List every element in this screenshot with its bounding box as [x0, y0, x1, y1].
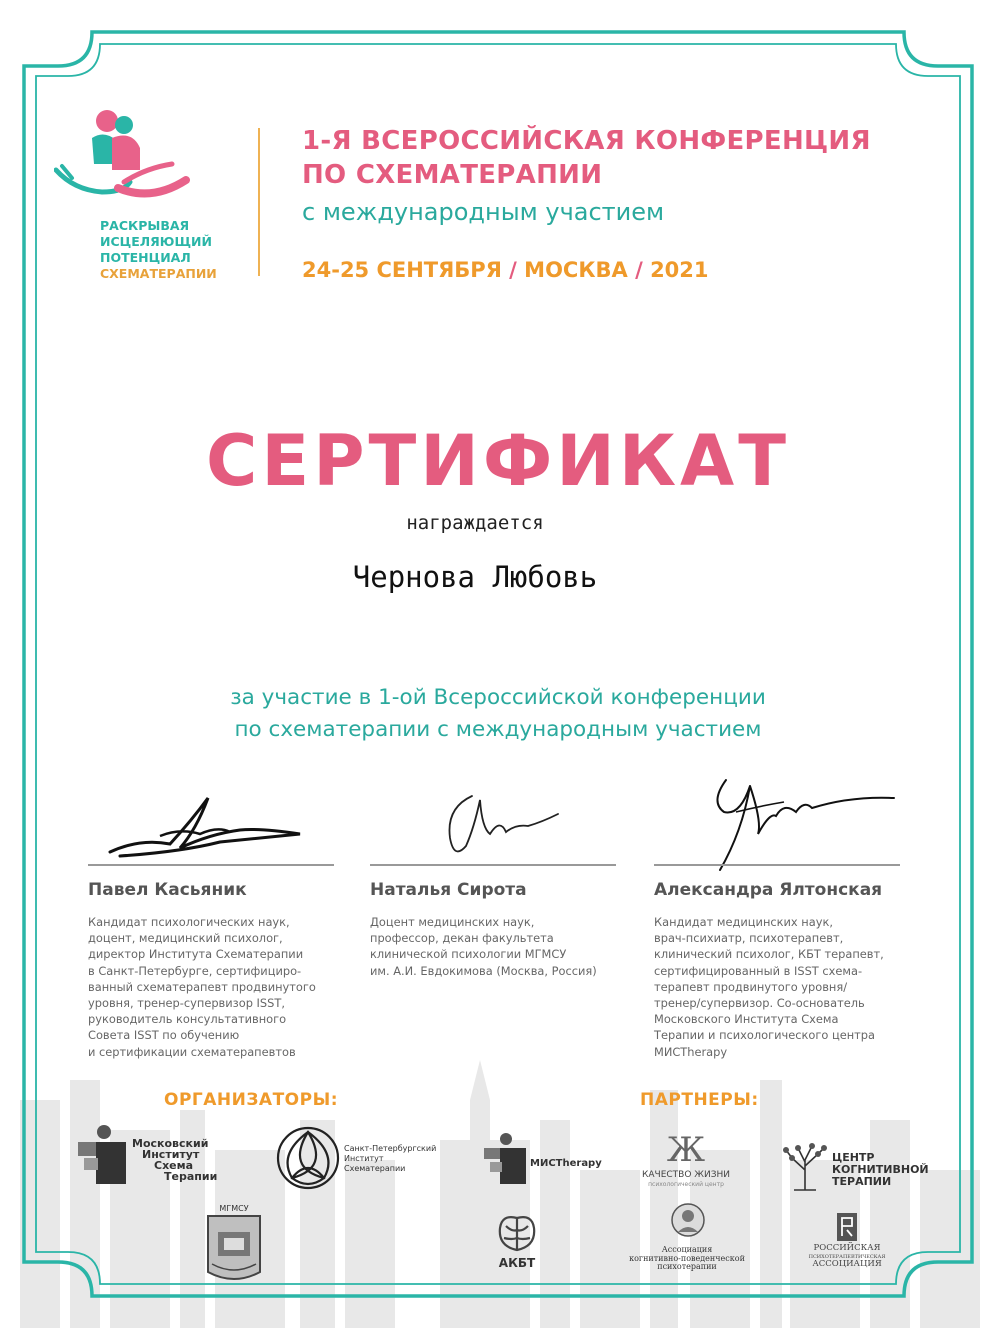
logo-text-line: Санкт-Петербургский: [344, 1144, 437, 1153]
signatory-description: [654, 914, 884, 1060]
signatory-description: [370, 914, 597, 979]
logo-text-line: АССОЦИАЦИЯ: [812, 1258, 882, 1269]
logo-text-line: Схема: [154, 1159, 194, 1172]
portrait-logo-icon: [670, 1202, 706, 1244]
desc-line: врач-психиатр, психотерапевт,: [654, 931, 844, 946]
signatory-name: Александра Ялтонская: [654, 880, 883, 900]
misht-logo-icon: [74, 1124, 130, 1186]
desc-line: им. А.И. Евдокимова (Москва, Россия): [370, 963, 597, 978]
desc-line: МИСTherapy: [654, 1044, 728, 1059]
logo-text-line: ПСИХОТЕРАПЕВТИЧЕСКАЯ: [808, 1253, 886, 1260]
desc-line: Доцент медицинских наук,: [370, 915, 535, 929]
desc-line: Московского Института Схема: [654, 1012, 839, 1027]
certificate-title: СЕРТИФИКАТ: [206, 420, 790, 502]
conference-city: МОСКВА: [524, 258, 628, 282]
assoc-logo-text: [620, 1246, 754, 1272]
desc-line: Кандидат психологических наук,: [88, 915, 290, 929]
awarded-label: награждается: [406, 512, 544, 534]
date-separator: /: [501, 258, 525, 282]
logo-text-line: ЦЕНТР: [832, 1151, 875, 1164]
signatory-name: Наталья Сирота: [370, 880, 527, 900]
desc-line: тренер/супервизор. Со-основатель: [654, 996, 865, 1011]
quality-logo-text: КАЧЕСТВО ЖИЗНИ: [641, 1170, 730, 1180]
mgmsu-label: МГМСУ: [219, 1204, 249, 1213]
logo-text-line: Схематерапии: [344, 1164, 406, 1173]
conference-year: 2021: [650, 258, 709, 282]
signature-sirota: [436, 788, 566, 866]
signatory-name: Павел Касьяник: [88, 880, 247, 900]
mist-logo-text: МИСТherapy: [530, 1158, 602, 1169]
rpa-logo-icon: [836, 1212, 858, 1242]
rpa-logo-text: [798, 1244, 896, 1269]
desc-line: терапевт продвинутого уровня/: [654, 979, 848, 994]
signature-yaltonskaya: [700, 772, 900, 872]
signature-line: [370, 864, 616, 866]
desc-line: в Санкт-Петербурге, сертифициро-: [88, 963, 302, 978]
triquetra-logo-icon: [272, 1124, 344, 1190]
award-reason: [0, 682, 996, 746]
logo-text-line: ТЕРАПИИ: [832, 1175, 892, 1188]
logo-text-line: РОССИЙСКАЯ: [813, 1243, 881, 1253]
desc-line: сертифицированный в ISST схема-: [654, 963, 863, 978]
signatory-description: [88, 914, 316, 1060]
partners-heading: ПАРТНЕРЫ:: [640, 1090, 759, 1110]
award-reason-line: за участие в 1-ой Всероссийской конференции: [230, 685, 766, 710]
tree-logo-icon: [780, 1140, 830, 1192]
conference-date-line: [302, 258, 709, 282]
logo-caption-line: РАСКРЫВАЯ: [100, 218, 190, 233]
logo-text-line: когнитивно-поведенческой: [629, 1253, 745, 1263]
logo-text-line: Терапии: [164, 1170, 218, 1183]
logo-text-line: Ассоциация: [661, 1245, 713, 1254]
hands-family-icon: [54, 108, 194, 210]
center-logo-text: [832, 1152, 929, 1188]
logo-caption-line: ПОТЕНЦИАЛ: [100, 250, 191, 265]
desc-line: руководитель консультативного: [88, 1012, 287, 1027]
signature-line: [88, 864, 334, 866]
recipient-name: Чернова Любовь: [352, 560, 598, 594]
desc-line: уровня, тренер-супервизор ISST,: [88, 996, 285, 1011]
quality-logo-icon: Ж: [666, 1130, 706, 1170]
quality-logo-subtext: психологический центр: [648, 1181, 724, 1188]
organizers-heading: ОРГАНИЗАТОРЫ:: [164, 1090, 339, 1110]
akbt-logo-icon: [494, 1210, 540, 1256]
desc-line: Совета ISST по обучению: [88, 1028, 240, 1043]
logo-text-line: Институт: [142, 1148, 200, 1161]
logo-text-line: КОГНИТИВНОЙ: [832, 1163, 929, 1176]
logo-text-line: психотерапии: [657, 1262, 717, 1271]
header-divider: [258, 128, 260, 276]
signature-kasyanik: [100, 790, 310, 866]
spb-logo-text: [344, 1144, 436, 1174]
akbt-logo-text: АКБТ: [498, 1256, 536, 1270]
desc-line: клинической психологии МГМСУ: [370, 947, 567, 962]
award-reason-line: по схематерапии с международным участием: [234, 717, 762, 742]
desc-line: ванный схематерапевт продвинутого: [88, 979, 316, 994]
desc-line: Кандидат медицинских наук,: [654, 915, 833, 929]
conference-date: 24-25 СЕНТЯБРЯ: [302, 258, 502, 282]
desc-line: доцент, медицинский психолог,: [88, 931, 283, 946]
desc-line: Терапии и психологического центра: [654, 1028, 876, 1043]
desc-line: клинический психолог, КБТ терапевт,: [654, 947, 884, 962]
conference-title-line2: ПО СХЕМАТЕРАПИИ: [302, 160, 603, 190]
desc-line: и сертификации схематерапевтов: [88, 1044, 296, 1059]
date-separator: /: [627, 258, 651, 282]
conference-title-line1: 1-Я ВСЕРОССИЙСКАЯ КОНФЕРЕНЦИЯ: [302, 126, 871, 156]
conference-subtitle: с международным участием: [302, 198, 665, 226]
mist-logo-icon: [482, 1132, 528, 1186]
misht-logo-text: [132, 1138, 217, 1182]
desc-line: директор Института Схематерапии: [88, 947, 304, 962]
logo-text-line: Институт: [344, 1154, 384, 1163]
desc-line: профессор, декан факультета: [370, 931, 554, 946]
signature-line: [654, 864, 900, 866]
logo-caption: [100, 218, 217, 282]
mgmsu-seal-icon: [202, 1202, 266, 1286]
logo-text-line: Московский: [132, 1137, 209, 1150]
logo-caption-line: ИСЦЕЛЯЮЩИЙ: [100, 234, 212, 249]
logo-caption-line: СХЕМАТЕРАПИИ: [100, 266, 217, 281]
